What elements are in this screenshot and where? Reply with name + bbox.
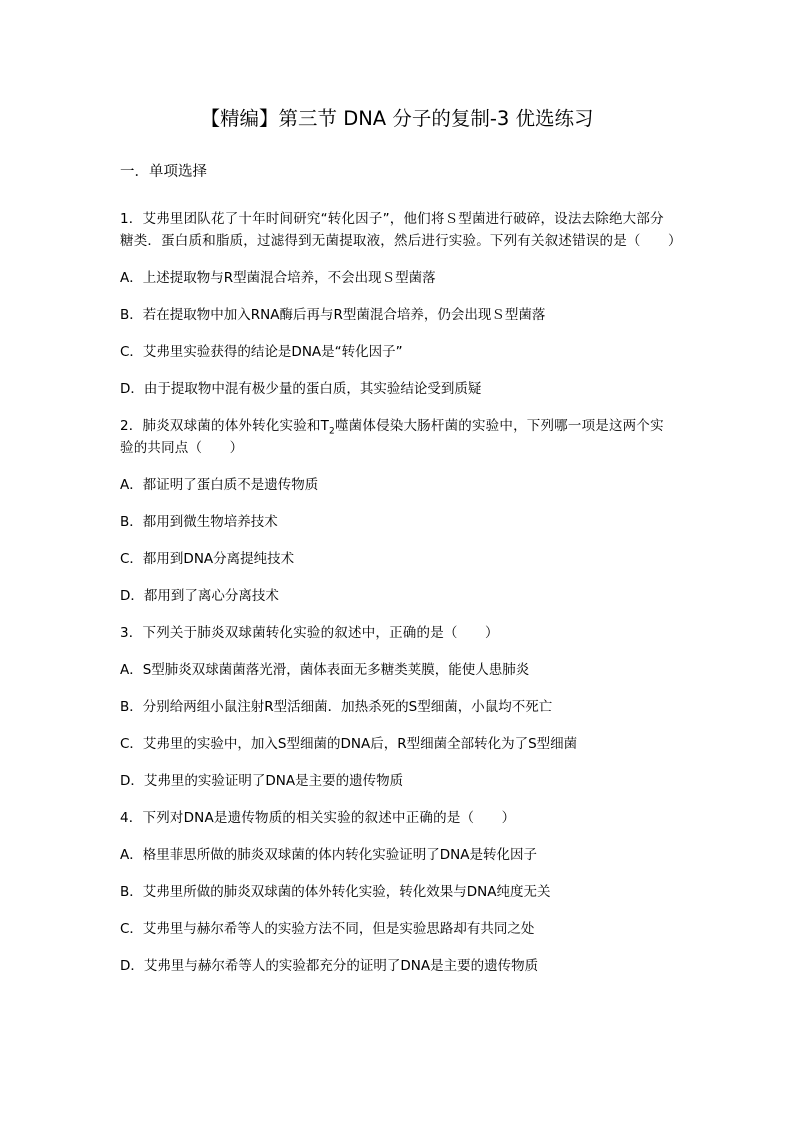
option-a: A．格里菲思所做的肺炎双球菌的体内转化实验证明了DNA是转化因子 xyxy=(120,847,537,863)
question-4 xyxy=(120,807,676,977)
option-d: D．由于提取物中混有极少量的蛋白质，其实验结论受到质疑 xyxy=(120,381,482,397)
option-c: C．艾弗里的实验中，加入S型细菌的DNA后，R型细菌全部转化为了S型细菌 xyxy=(120,736,578,752)
question-2 xyxy=(120,415,676,622)
question-stem-part: 2．肺炎双球菌的体外转化实验和T xyxy=(120,418,330,434)
option-b: B．艾弗里所做的肺炎双球菌的体外转化实验，转化效果与DNA纯度无关 xyxy=(120,884,551,900)
option-c: C．都用到DNA分离提纯技术 xyxy=(120,551,295,567)
option-a: A．都证明了蛋白质不是遗传物质 xyxy=(120,477,319,493)
question-stem: 4．下列对DNA是遗传物质的相关实验的叙述中正确的是（ ） xyxy=(120,810,516,826)
option-c: C．艾弗里实验获得的结论是DNA是“转化因子” xyxy=(120,344,403,360)
question-stem-part: 噬菌体侵染大肠杆菌的实验中，下列哪一项是这两个实验的共同点（ ） xyxy=(120,418,664,456)
option-d: D．都用到了离心分离技术 xyxy=(120,588,279,604)
question-stem: 3．下列关于肺炎双球菌转化实验的叙述中，正确的是（ ） xyxy=(120,625,499,641)
question-stem xyxy=(120,415,676,459)
subscript: 2 xyxy=(329,426,335,437)
question-1 xyxy=(120,208,682,415)
section-heading: 一．单项选择 xyxy=(120,164,207,180)
option-d: D．艾弗里与赫尔希等人的实验都充分的证明了DNA是主要的遗传物质 xyxy=(120,958,539,974)
option-a: A．S型肺炎双球菌菌落光滑，菌体表面无多糖类荚膜，能使人患肺炎 xyxy=(120,662,530,678)
option-b: B．若在提取物中加入RNA酶后再与R型菌混合培养，仍会出现Ｓ型菌落 xyxy=(120,307,546,323)
option-b: B．分别给两组小鼠注射R型活细菌．加热杀死的S型细菌，小鼠均不死亡 xyxy=(120,699,553,715)
question-3 xyxy=(120,622,676,807)
option-d: D．艾弗里的实验证明了DNA是主要的遗传物质 xyxy=(120,773,404,789)
option-a: A．上述提取物与R型菌混合培养，不会出现Ｓ型菌落 xyxy=(120,270,436,286)
question-list xyxy=(120,208,682,977)
document-title: 【精编】第三节 DNA 分子的复制-3 优选练习 xyxy=(200,107,594,130)
option-b: B．都用到微生物培养技术 xyxy=(120,514,278,530)
question-stem: 1．艾弗里团队花了十年时间研究“转化因子”，他们将Ｓ型菌进行破碎，设法去除绝大部分糖类．蛋白质和脂质，过滤得到无菌提取液，然后进行实验。下列有关叙述错误的是（ ） xyxy=(120,211,682,249)
option-c: C．艾弗里与赫尔希等人的实验方法不同，但是实验思路却有共同之处 xyxy=(120,921,535,937)
